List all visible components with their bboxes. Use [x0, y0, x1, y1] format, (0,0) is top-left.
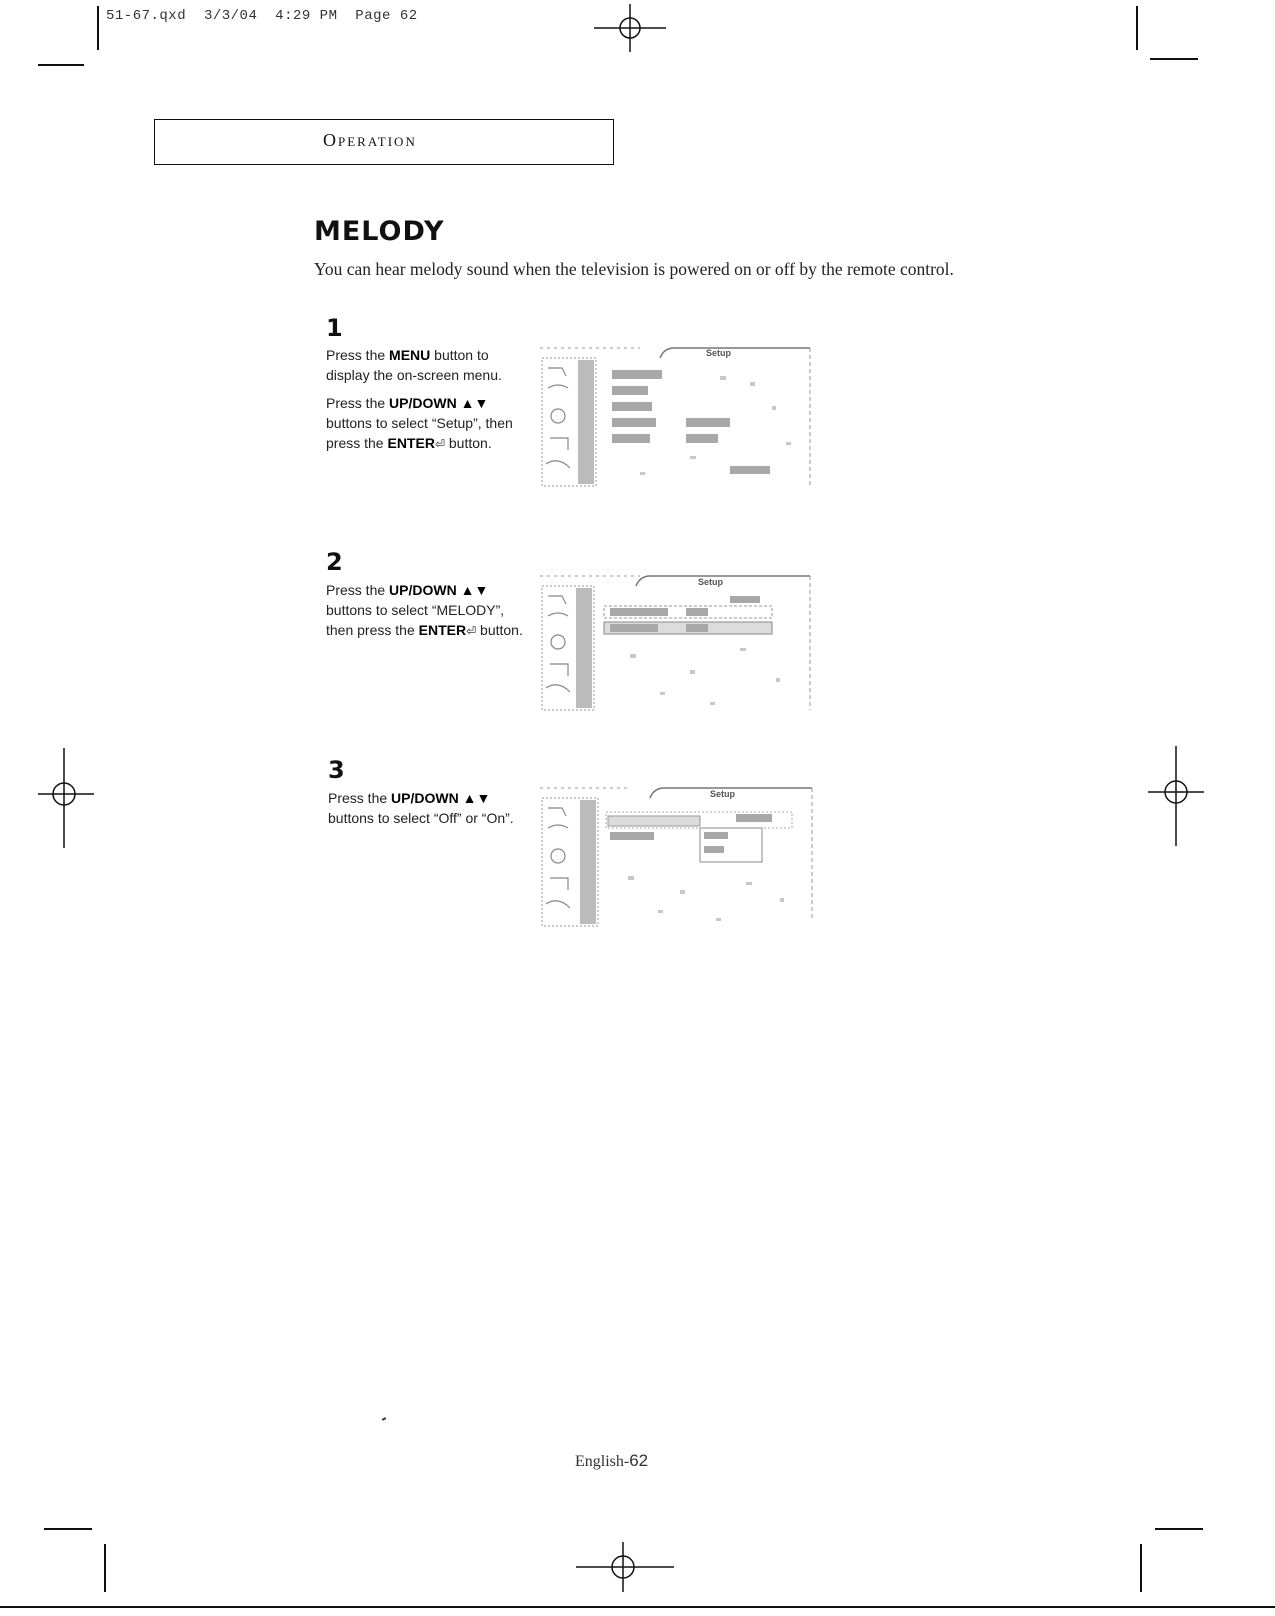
crop-mark-top-right-v [1136, 6, 1138, 50]
slug-page-label: Page [355, 8, 391, 24]
footer-page-number: 62 [629, 1451, 649, 1470]
step-2-instructions [326, 580, 526, 649]
step-1-number: 1 [326, 314, 343, 342]
registration-mark-left [38, 748, 94, 848]
step-3-number: 3 [328, 756, 345, 784]
page-footer [575, 1451, 648, 1471]
footer-language: English- [575, 1453, 630, 1470]
print-slug [106, 8, 418, 24]
intro-text: You can hear melody sound when the television is powered on or off by the remote control. [314, 259, 954, 279]
crop-mark-bottom-right-h [1155, 1528, 1203, 1530]
step-3-paragraph-1: Press the UP/DOWN ▲▼ buttons to select “Off” or “On”. [328, 790, 514, 826]
slug-file: 51-67.qxd [106, 8, 187, 24]
step-1-screen-title: Setup [706, 348, 732, 358]
enter-icon: ⏎ [434, 437, 445, 451]
crop-mark-bottom-left-v [104, 1544, 106, 1592]
enter-icon: ⏎ [466, 624, 477, 638]
step-2-screen-title: Setup [698, 577, 724, 587]
crop-mark-top-left-v [97, 6, 99, 50]
crop-mark-top-left-h [38, 64, 84, 66]
slug-time: 4:29 PM [275, 8, 338, 24]
registration-mark-right [1148, 746, 1204, 846]
step-1-instructions [326, 345, 526, 462]
step-1-paragraph-1: Press the MENU button to display the on-screen menu. [326, 347, 502, 383]
step-2-number: 2 [326, 548, 343, 576]
crop-mark-bottom-right-v [1140, 1544, 1142, 1592]
step-2-screen [540, 574, 812, 720]
slug-date: 3/3/04 [203, 8, 258, 24]
crop-mark-top-right-h [1150, 58, 1198, 60]
step-3-screen-title: Setup [710, 789, 736, 799]
step-3-screen [540, 786, 816, 932]
step-3-instructions [328, 788, 528, 836]
bottom-edge-rule [0, 1606, 1275, 1608]
step-2-paragraph-1: Press the UP/DOWN ▲▼ buttons to select “MELODY”, then press the ENTER⏎ button. [326, 582, 523, 638]
slug-page-number: 62 [399, 8, 418, 24]
step-1-screen [540, 346, 812, 492]
section-title: Operation [323, 130, 417, 150]
section-header-box [154, 119, 614, 165]
registration-mark-bottom [576, 1542, 674, 1592]
crop-mark-bottom-left-h [44, 1528, 92, 1530]
page-title: MELODY [314, 216, 445, 247]
registration-mark-top [594, 4, 666, 52]
step-1-paragraph-2: Press the UP/DOWN ▲▼ buttons to select “Setup”, then press the ENTER⏎ button. [326, 395, 513, 451]
stray-mark [382, 1417, 386, 1421]
